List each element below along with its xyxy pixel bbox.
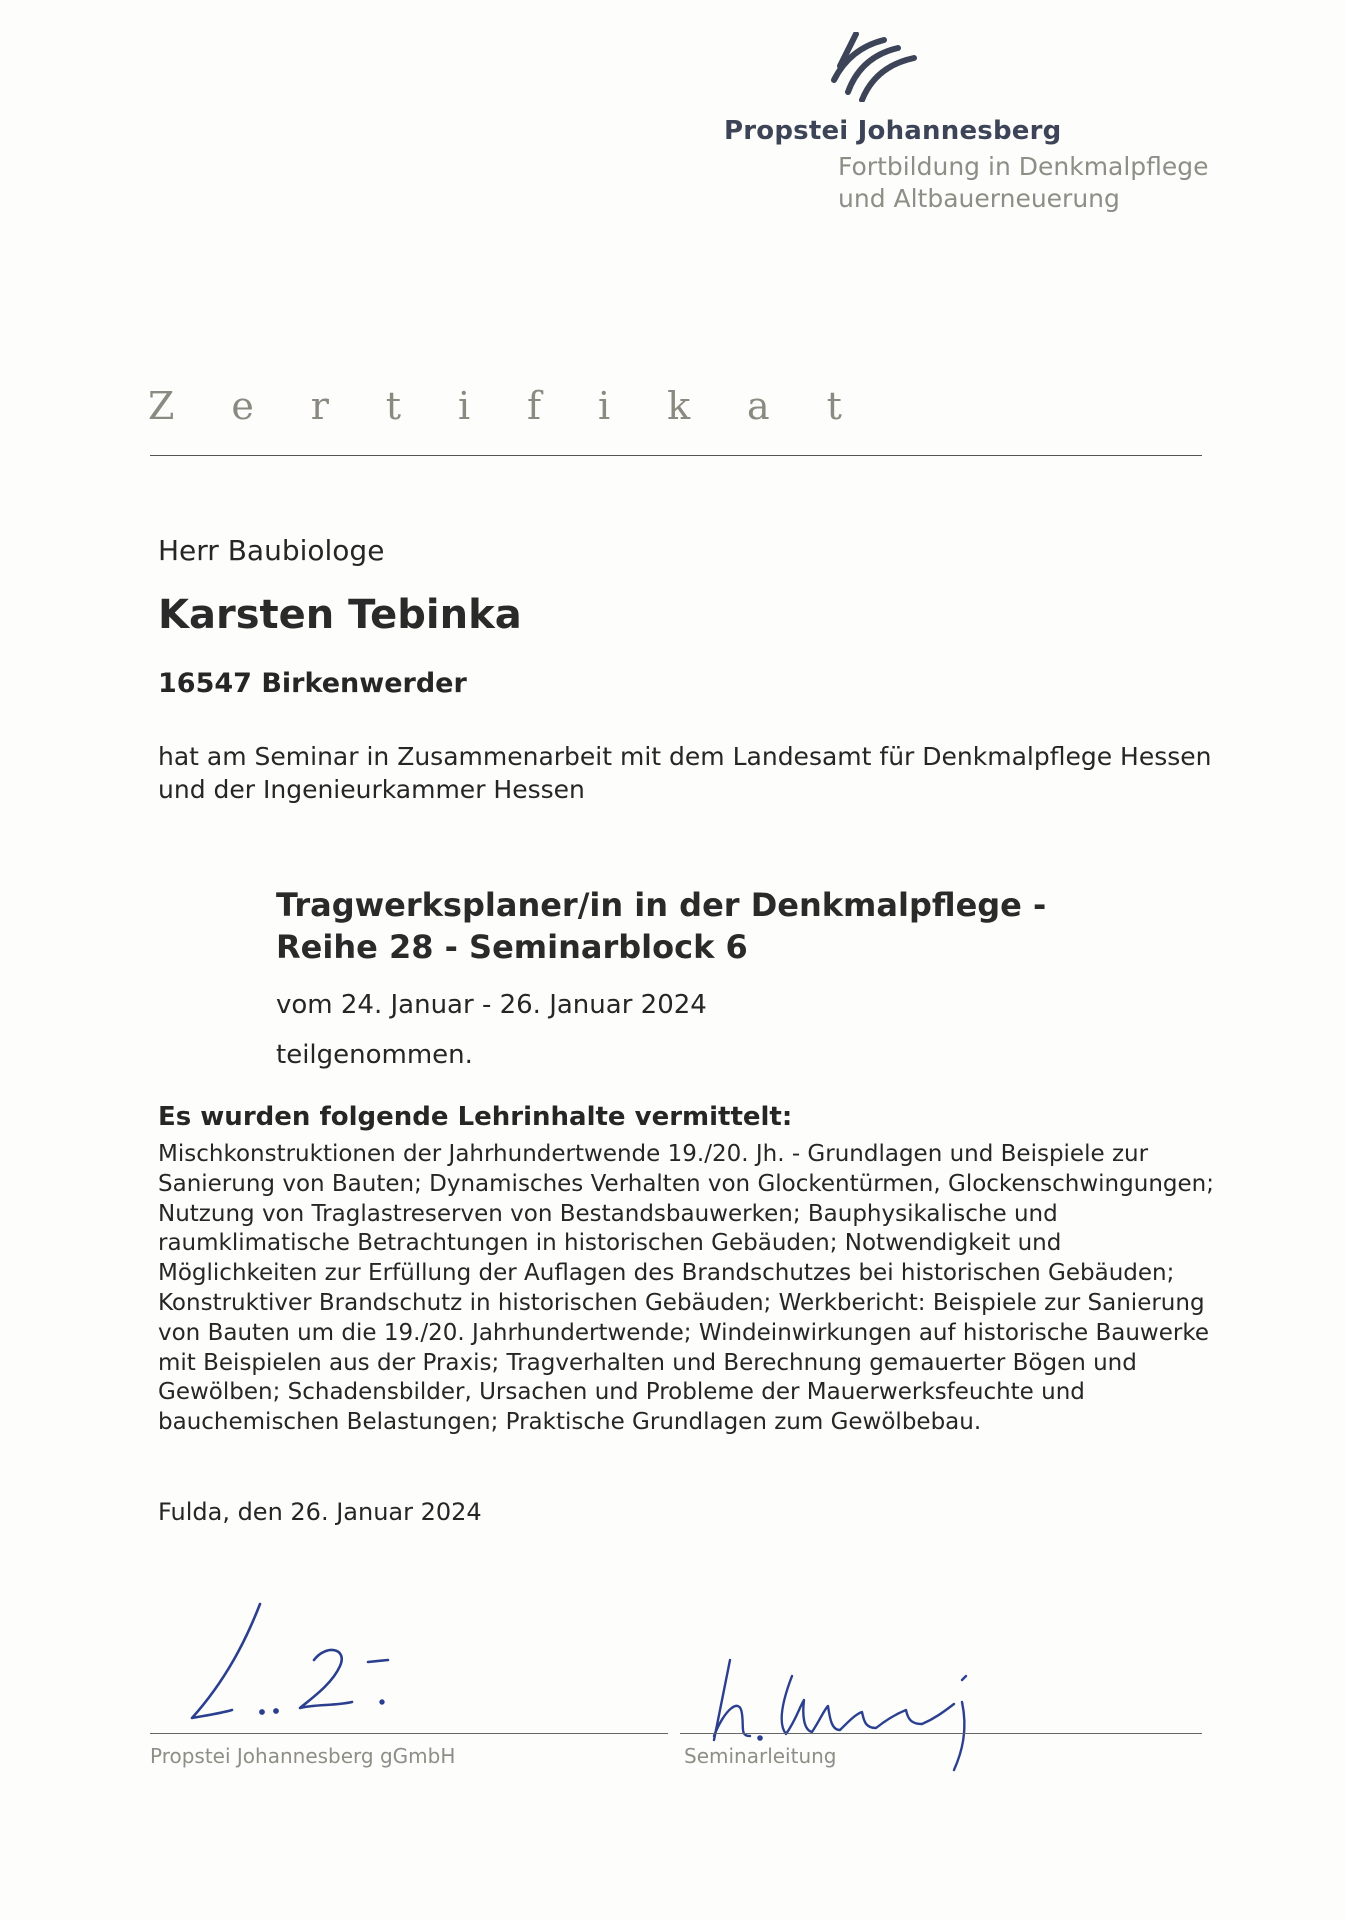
signature-label-left: Propstei Johannesberg gGmbH — [150, 1744, 456, 1768]
org-subtitle-line1: Fortbildung in Denkmalpflege — [838, 152, 1209, 181]
title-letter: Z — [148, 384, 175, 428]
title-letter: a — [747, 384, 770, 428]
title-letter: e — [231, 384, 254, 428]
title-letter: f — [527, 384, 542, 428]
seminar-dates: vom 24. Januar - 26. Januar 2024 — [276, 990, 707, 1020]
seminar-title-line1: Tragwerksplaner/in in der Denkmalpflege - — [276, 886, 1047, 924]
signature-label-right: Seminarleitung — [684, 1744, 837, 1768]
certificate-title — [148, 384, 842, 428]
contents-text: Mischkonstruktionen der Jahrhundertwende 19./20. Jh. - Grundlagen und Beispiele zur Sanierung von Bauten; Dynamisches Verhalten von Glockentürmen, Glockenschwingungen; Nutzung von Traglastreserven von Bestandsbauwerken; Bauphysikalische und raumklimatische Betrachtungen in historischen Gebäuden; Notwendigkeit und Möglichkeiten zur Erfüllung der Auflagen des Brandschutzes bei historischen Gebäuden; Konstruktiver Brandschutz in historischen Gebäuden; Werkbericht: Beispiele zur Sanierung von Bauten um die 19./20. Jahrhundertwende; Windeinwirkungen auf historische Bauwerke mit Beispielen aus der Praxis; Tragverhalten und Berechnung gemauerter Bögen und Gewölben; Schadensbilder, Ursachen und Probleme der Mauerwerksfeuchte und bauchemischen Belastungen; Praktische Grundlagen zum Gewölbebau. — [158, 1141, 1214, 1436]
org-name: Propstei Johannesberg — [724, 116, 1062, 146]
title-letter: r — [310, 384, 329, 428]
title-letter: i — [457, 384, 471, 428]
recipient-location: 16547 Birkenwerder — [158, 668, 467, 699]
intro-text: hat am Seminar in Zusammenarbeit mit dem Landesamt für Denkmalpflege Hessen und der Ingenieurkammer Hessen — [158, 742, 1212, 804]
signature-line-right — [680, 1733, 1202, 1734]
title-letter: t — [385, 384, 402, 428]
seminar-title — [276, 884, 1176, 968]
place-date: Fulda, den 26. Januar 2024 — [158, 1498, 482, 1526]
org-subtitle-line2: und Altbauerneuerung — [838, 184, 1120, 213]
title-letter: k — [667, 384, 691, 428]
contents-heading: Es wurden folgende Lehrinhalte vermittelt: — [158, 1102, 793, 1132]
propstei-logo-icon — [826, 32, 922, 102]
title-letter: t — [826, 384, 842, 428]
signature-left — [176, 1590, 436, 1740]
title-divider — [150, 455, 1202, 456]
participated-text: teilgenommen. — [276, 1040, 473, 1070]
salutation: Herr Baubiologe — [158, 534, 385, 567]
seminar-title-line2: Reihe 28 - Seminarblock 6 — [276, 928, 748, 966]
title-letter: i — [598, 384, 611, 428]
recipient-name: Karsten Tebinka — [158, 592, 522, 638]
signature-line-left — [150, 1733, 668, 1734]
